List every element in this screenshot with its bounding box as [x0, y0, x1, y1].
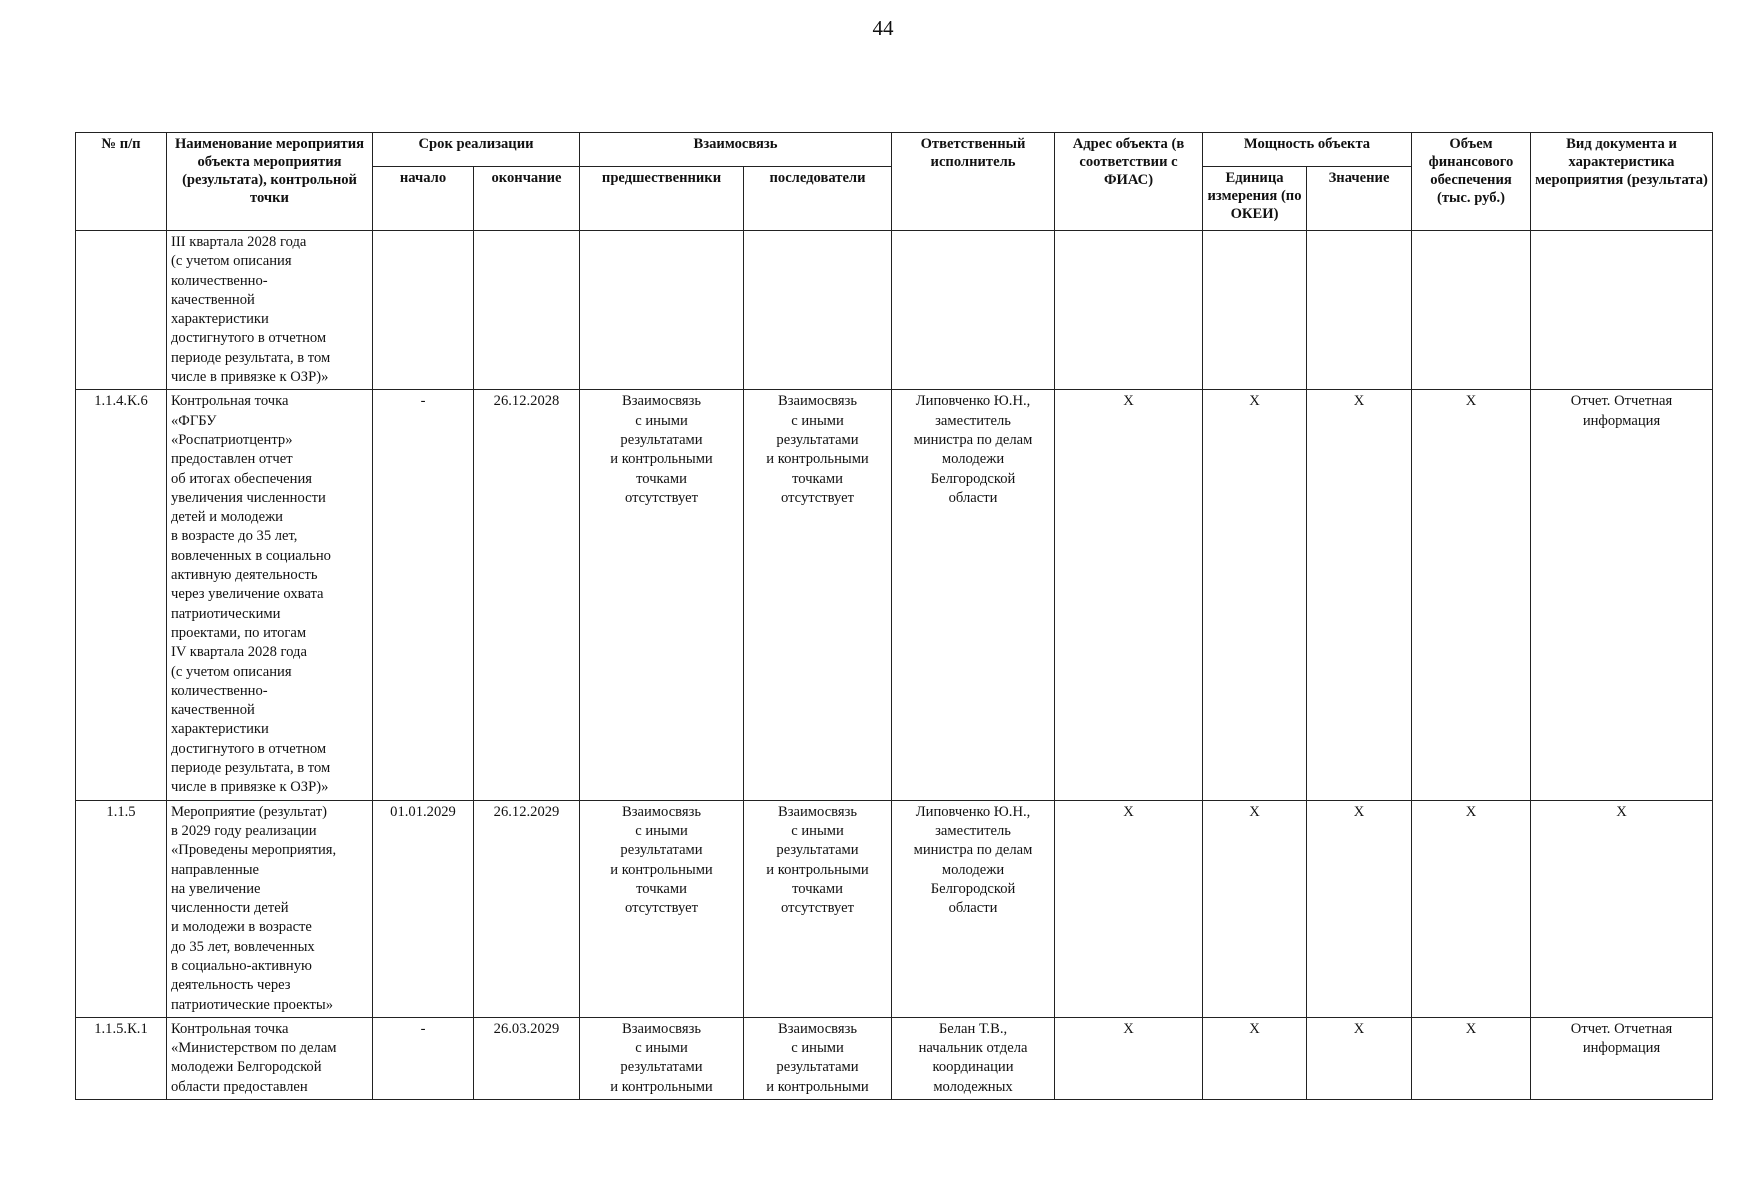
- row-doc-type: Отчет. Отчетная информация: [1531, 390, 1713, 800]
- row-funding: [1412, 231, 1531, 390]
- row-responsible: Липовченко Ю.Н., заместитель министра по делам молодежи Белгородской области: [892, 800, 1055, 1017]
- row-funding: Х: [1412, 390, 1531, 800]
- row-name: Мероприятие (результат) в 2029 году реализации «Проведены мероприятия, направленные на увеличение численности детей и молодежи в возрасте до 35 лет, вовлеченных в социально-активную деятельность через патриотические проекты»: [167, 800, 373, 1017]
- row-successors: Взаимосвязь с иными результатами и контрольными точками отсутствует: [744, 390, 892, 800]
- table-row: [76, 800, 1713, 1017]
- table-row: [76, 231, 1713, 390]
- row-end: 26.12.2029: [474, 800, 580, 1017]
- header-doc-type: Вид документа и характеристика мероприятия (результата): [1531, 133, 1713, 231]
- row-num: 1.1.5: [76, 800, 167, 1017]
- row-unit: Х: [1203, 1017, 1307, 1099]
- header-period-end: окончание: [474, 167, 580, 231]
- row-predecessors: [580, 231, 744, 390]
- row-responsible: Белан Т.В., начальник отдела координации молодежных: [892, 1017, 1055, 1099]
- row-value: [1307, 231, 1412, 390]
- row-responsible: [892, 231, 1055, 390]
- header-capacity: Мощность объекта: [1203, 133, 1412, 167]
- header-predecessors: предшественники: [580, 167, 744, 231]
- header-relation: Взаимосвязь: [580, 133, 892, 167]
- row-value: Х: [1307, 1017, 1412, 1099]
- row-num: 1.1.4.К.6: [76, 390, 167, 800]
- row-funding: Х: [1412, 1017, 1531, 1099]
- row-address: Х: [1055, 1017, 1203, 1099]
- row-unit: Х: [1203, 390, 1307, 800]
- table-row: [76, 390, 1713, 800]
- table-row: [76, 1017, 1713, 1099]
- row-start: 01.01.2029: [373, 800, 474, 1017]
- header-funding: Объем финансового обеспечения (тыс. руб.): [1412, 133, 1531, 231]
- header-successors: последователи: [744, 167, 892, 231]
- row-unit: Х: [1203, 800, 1307, 1017]
- header-address: Адрес объекта (в соответствии с ФИАС): [1055, 133, 1203, 231]
- row-doc-type: Отчет. Отчетная информация: [1531, 1017, 1713, 1099]
- row-successors: Взаимосвязь с иными результатами и контрольными точками отсутствует: [744, 800, 892, 1017]
- header-responsible: Ответственный исполнитель: [892, 133, 1055, 231]
- row-successors: Взаимосвязь с иными результатами и контрольными: [744, 1017, 892, 1099]
- row-predecessors: Взаимосвязь с иными результатами и контрольными: [580, 1017, 744, 1099]
- row-end: [474, 231, 580, 390]
- row-doc-type: Х: [1531, 800, 1713, 1017]
- row-num: [76, 231, 167, 390]
- row-num: 1.1.5.К.1: [76, 1017, 167, 1099]
- row-address: Х: [1055, 390, 1203, 800]
- row-name: III квартала 2028 года (с учетом описания количественно- качественной характеристики достигнутого в отчетном периоде результата, в том числе в привязке к ОЗР)»: [167, 231, 373, 390]
- row-start: -: [373, 390, 474, 800]
- row-funding: Х: [1412, 800, 1531, 1017]
- header-num: № п/п: [76, 133, 167, 231]
- row-start: -: [373, 1017, 474, 1099]
- row-value: Х: [1307, 800, 1412, 1017]
- row-successors: [744, 231, 892, 390]
- row-end: 26.03.2029: [474, 1017, 580, 1099]
- row-name: Контрольная точка «ФГБУ «Роспатриотцентр» предоставлен отчет об итогах обеспечения увеличения численности детей и молодежи в возрасте до 35 лет, вовлеченных в социально активную деятельность через увеличение охвата патриотическими проектами, по итогам IV квартала 2028 года (с учетом описания количественно- качественной характеристики достигнутого в отчетном периоде результата, в том числе в привязке к ОЗР)»: [167, 390, 373, 800]
- row-end: 26.12.2028: [474, 390, 580, 800]
- row-doc-type: [1531, 231, 1713, 390]
- row-name: Контрольная точка «Министерством по делам молодежи Белгородской области предоставлен: [167, 1017, 373, 1099]
- row-address: Х: [1055, 800, 1203, 1017]
- header-period-start: начало: [373, 167, 474, 231]
- row-value: Х: [1307, 390, 1412, 800]
- table-header: [76, 133, 1713, 231]
- header-name: Наименование мероприятия объекта мероприятия (результата), контрольной точки: [167, 133, 373, 231]
- row-responsible: Липовченко Ю.Н., заместитель министра по делам молодежи Белгородской области: [892, 390, 1055, 800]
- row-predecessors: Взаимосвязь с иными результатами и контрольными точками отсутствует: [580, 390, 744, 800]
- row-predecessors: Взаимосвязь с иными результатами и контрольными точками отсутствует: [580, 800, 744, 1017]
- row-address: [1055, 231, 1203, 390]
- page-number: 44: [872, 16, 894, 40]
- plan-table: [75, 132, 1713, 1100]
- row-unit: [1203, 231, 1307, 390]
- header-value: Значение: [1307, 167, 1412, 231]
- row-start: [373, 231, 474, 390]
- header-period: Срок реализации: [373, 133, 580, 167]
- header-unit: Единица измерения (по ОКЕИ): [1203, 167, 1307, 231]
